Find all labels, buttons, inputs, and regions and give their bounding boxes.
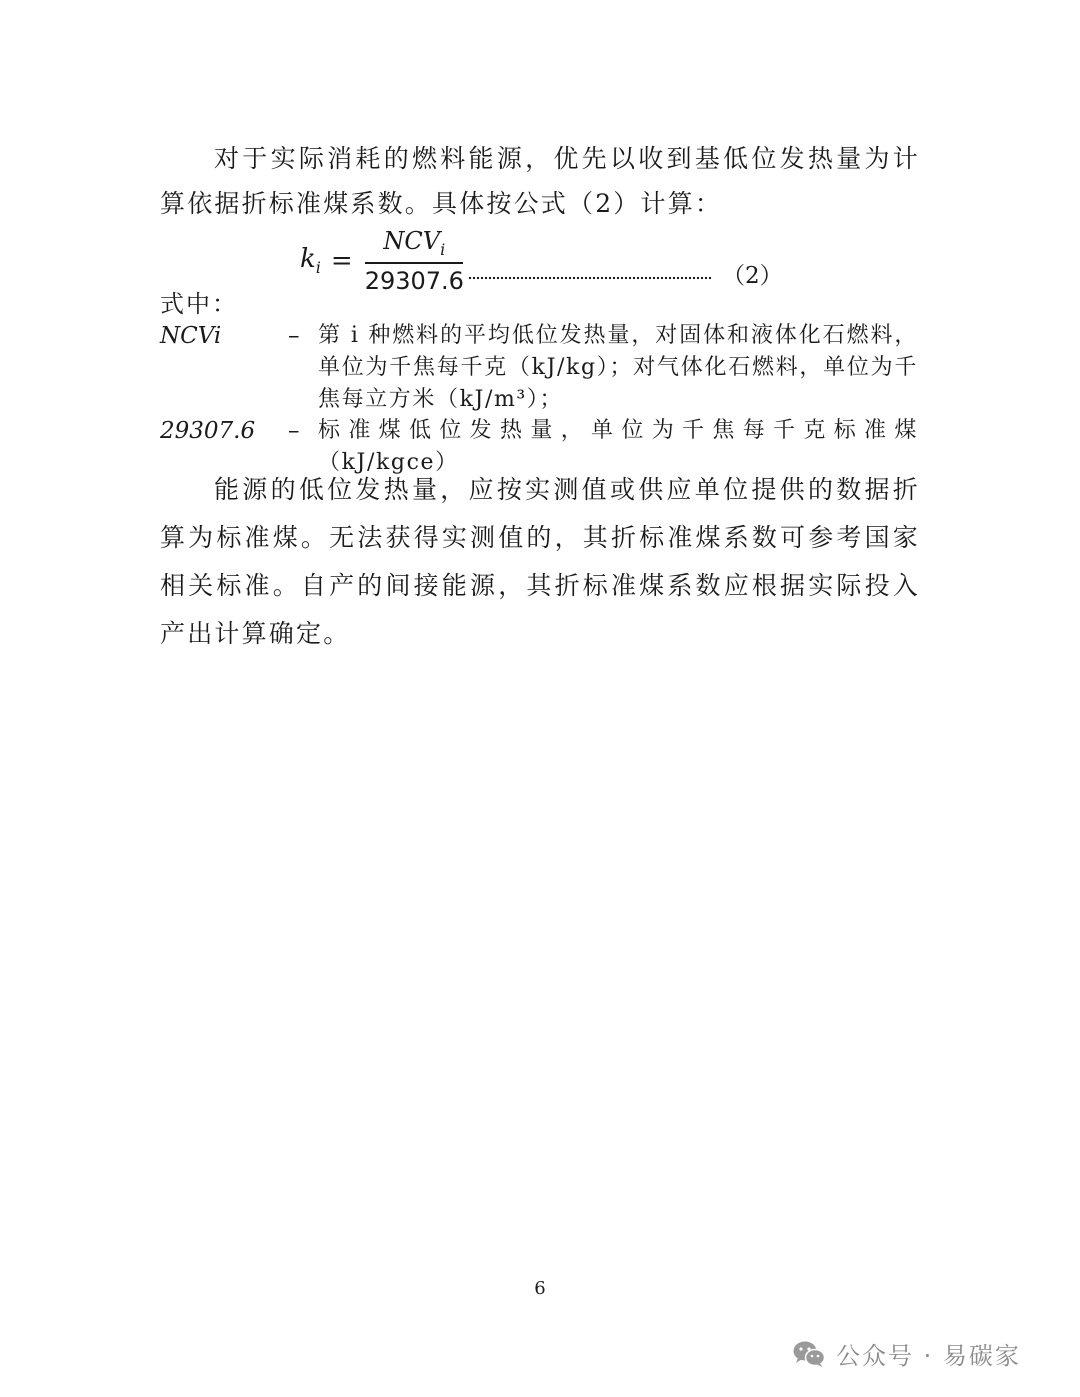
formula-numerator	[377, 227, 451, 262]
formula-equals: =	[330, 246, 353, 276]
definition-dash: –	[288, 418, 300, 444]
paragraph-conversion: 能源的低位发热量，应按实测值或供应单位提供的数据折算为标准煤。无法获得实测值的，其折标准煤系数可参考国家相关标准。自产的间接能源，其折标准煤系数应根据实际投入产出计算确定。	[160, 475, 920, 648]
formula-lhs-symbol: k	[300, 244, 316, 275]
page-number: 6	[534, 1278, 546, 1299]
formula-numerator-subscript: i	[440, 239, 446, 259]
definition-text: 第 i 种燃料的平均低位发热量，对固体和液体化石燃料，单位为千焦每千克（kJ/kg）；对气体化石燃料，单位为千焦每立方米（kJ/m³）；	[318, 323, 918, 412]
formula-denominator: 29307.6	[364, 266, 464, 295]
definition-term: NCVi	[160, 323, 222, 349]
formula-2	[300, 226, 783, 296]
definition-item	[160, 320, 930, 416]
equation-number: （2）	[721, 263, 783, 289]
formula-lhs-subscript: i	[315, 258, 321, 278]
definitions-heading: 式中：	[160, 290, 238, 318]
formula-fraction	[365, 227, 464, 295]
paragraph-intro: 对于实际消耗的燃料能源，优先以收到基低位发热量为计算依据折标准煤系数。具体按公式（2）计算：	[160, 144, 920, 218]
definition-text: 标准煤低位发热量，单位为千焦每千克标准煤（kJ/kgce）	[318, 418, 918, 475]
watermark-text: 公众号 · 易碳家	[836, 1342, 1021, 1370]
wechat-icon	[792, 1340, 826, 1368]
formula-numerator-symbol: NCV	[383, 227, 441, 256]
watermark	[792, 1336, 1021, 1371]
definition-term: 29307.6	[160, 418, 256, 444]
formula-leader-dots	[468, 276, 712, 280]
formula-lhs	[300, 244, 321, 277]
definition-dash: –	[288, 323, 300, 349]
